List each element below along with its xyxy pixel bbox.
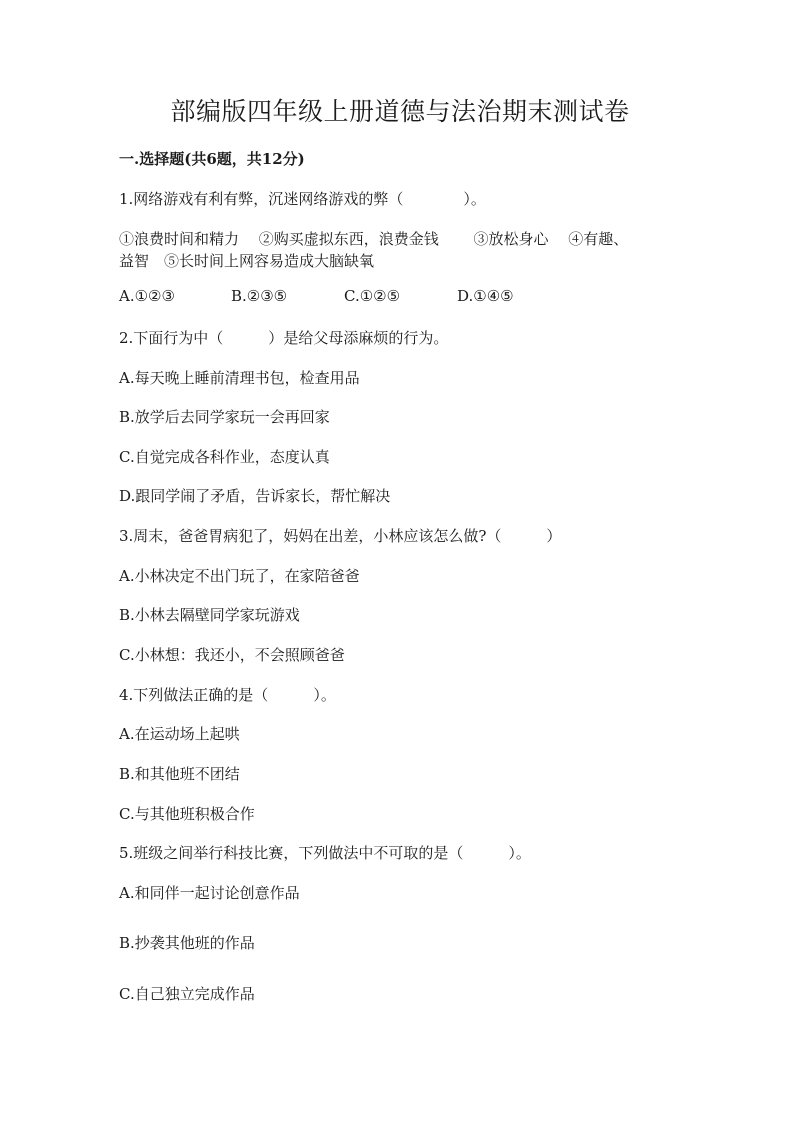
question-1-option-c: C.①②⑤ <box>344 287 401 305</box>
page-title: 部编版四年级上册道德与法治期末测试卷 <box>170 97 630 126</box>
question-5-option-c: C.自己独立完成作品 <box>119 985 255 1003</box>
question-3-option-c: C.小林想：我还小，不会照顾爸爸 <box>119 646 345 664</box>
question-1-items-line2: 益智 ⑤长时间上网容易造成大脑缺氧 <box>119 252 375 270</box>
question-3-option-a: A.小林决定不出门玩了，在家陪爸爸 <box>119 567 360 585</box>
question-4-option-a: A.在运动场上起哄 <box>119 725 240 743</box>
question-1-items-line1: ①浪费时间和精力 ②购买虚拟东西，浪费金钱 ③放松身心 ④有趣、 <box>119 230 629 248</box>
question-2-stem: 2.下面行为中（ ）是给父母添麻烦的行为。 <box>119 329 449 347</box>
question-1-stem: 1.网络游戏有利有弊，沉迷网络游戏的弊（ ）。 <box>119 190 486 208</box>
question-2-option-c: C.自觉完成各科作业，态度认真 <box>119 448 330 466</box>
question-2-option-a: A.每天晚上睡前清理书包，检查用品 <box>119 369 360 387</box>
question-5-option-b: B.抄袭其他班的作品 <box>119 934 255 952</box>
question-1-option-a: A.①②③ <box>119 287 175 305</box>
question-1-option-d: D.①④⑤ <box>457 287 514 305</box>
question-1-option-b: B.②③⑤ <box>231 287 288 305</box>
question-3-stem: 3.周末，爸爸胃病犯了，妈妈在出差，小林应该怎么做?（ ） <box>119 527 562 545</box>
question-2-option-d: D.跟同学闹了矛盾，告诉家长，帮忙解决 <box>119 487 391 505</box>
question-3-option-b: B.小林去隔壁同学家玩游戏 <box>119 606 300 624</box>
section-heading: 一.选择题(共6题，共12分) <box>119 150 305 168</box>
question-5-option-a: A.和同伴一起讨论创意作品 <box>119 884 300 902</box>
question-4-option-c: C.与其他班积极合作 <box>119 805 255 823</box>
question-4-option-b: B.和其他班不团结 <box>119 765 240 783</box>
question-2-option-b: B.放学后去同学家玩一会再回家 <box>119 408 330 426</box>
question-5-stem: 5.班级之间举行科技比赛，下列做法中不可取的是（ ）。 <box>119 844 531 862</box>
question-4-stem: 4.下列做法正确的是（ ）。 <box>119 686 336 704</box>
